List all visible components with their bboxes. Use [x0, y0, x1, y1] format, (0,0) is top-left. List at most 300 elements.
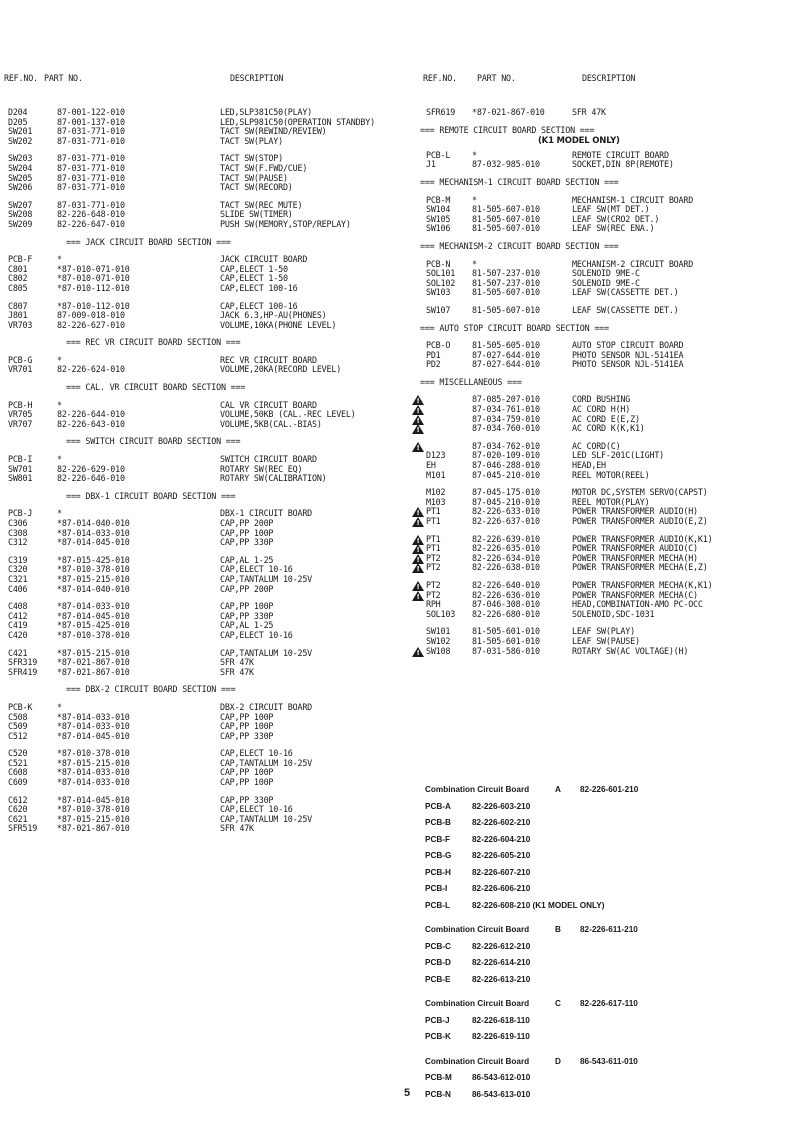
ref-no: PT1	[426, 533, 441, 544]
part-row	[420, 647, 780, 657]
ref-no: PCB-H	[8, 399, 33, 410]
combination-title: Combination Circuit Board	[425, 785, 530, 794]
ref-no: C320	[8, 564, 28, 575]
parts-section	[420, 108, 780, 118]
combination-row	[425, 975, 755, 992]
part-no: *	[57, 508, 62, 519]
ref-no: PT2	[426, 562, 441, 573]
header-part-no: PART NO.	[477, 73, 516, 83]
ref-no: SW208	[8, 209, 33, 220]
pcb-name: PCB-M	[425, 1073, 452, 1082]
ref-no: SW101	[426, 626, 451, 637]
ref-no: C408	[8, 601, 28, 612]
part-no: 87-031-771-010	[57, 135, 125, 146]
ref-no: PT1	[426, 543, 441, 554]
description: REEL MOTOR(PLAY)	[572, 496, 650, 507]
description: SFR 47K	[220, 666, 254, 677]
part-no: 87-027-644-010	[472, 349, 540, 360]
part-no: 82-226-638-010	[472, 562, 540, 573]
ref-no: SW207	[8, 199, 33, 210]
warning-triangle-icon	[412, 581, 424, 591]
combination-letter: B	[555, 925, 561, 934]
description: CAP,PP 330P	[220, 730, 274, 741]
combination-part-no: 82-226-611-210	[580, 925, 638, 934]
description: SOLENOID 9ME-C	[572, 268, 640, 279]
combination-row	[425, 851, 755, 868]
ref-no: C807	[8, 300, 28, 311]
parts-group	[8, 199, 411, 230]
ref-no: PCB-I	[8, 454, 33, 465]
section-title: === CAL. VR CIRCUIT BOARD SECTION ===	[66, 382, 246, 393]
description: CAP,ELECT 1-50	[220, 273, 288, 284]
part-no: 87-045-175-010	[472, 487, 540, 498]
part-row	[8, 823, 411, 834]
part-no: 87-034-761-010	[472, 404, 540, 415]
part-no: 87-031-771-010	[57, 126, 125, 137]
description: CORD BUSHING	[572, 394, 631, 405]
description: CAP,AL 1-25	[220, 620, 274, 631]
description: CAP,ELECT 10-16	[220, 804, 293, 815]
part-no: 87-009-018-010	[57, 310, 125, 321]
ref-no: SW103	[426, 287, 451, 298]
description: CAP,ELECT 100-16	[220, 300, 298, 311]
part-no: 87-034-762-010	[472, 440, 540, 451]
ref-no: M103	[426, 496, 446, 507]
description: MOTOR DC,SYSTEM SERVO(CAPST)	[572, 487, 708, 498]
part-no: *87-014-033-010	[57, 601, 130, 612]
part-row	[420, 360, 780, 370]
ref-no: M101	[426, 469, 446, 480]
part-no: 87-034-760-010	[472, 423, 540, 434]
ref-no: PCB-K	[8, 701, 33, 712]
warning-triangle-icon	[412, 554, 424, 564]
part-no: 87-001-137-010	[57, 116, 125, 127]
description: CAP,PP 100P	[220, 711, 274, 722]
pcb-name: PCB-L	[425, 900, 451, 910]
description: LEAF SW(PAUSE)	[572, 635, 640, 646]
part-row	[420, 517, 780, 527]
ref-no: PT1	[426, 516, 441, 526]
pcb-name: PCB-J	[425, 1015, 450, 1025]
ref-no: PD1	[426, 349, 441, 360]
pcb-part-no: 82-226-606-210	[472, 884, 531, 893]
ref-no: PD2	[426, 359, 441, 370]
description: LED,SLP381C50(PLAY)	[220, 107, 313, 117]
combination-title-row	[425, 999, 755, 1016]
part-row	[420, 160, 780, 170]
section-title: === MECHANISM-2 CIRCUIT BOARD SECTION ===	[420, 240, 619, 251]
pcb-name: PCB-H	[425, 867, 451, 877]
column-header	[4, 73, 411, 86]
combination-group	[425, 785, 755, 917]
description: SLIDE SW(TIMER)	[220, 209, 293, 220]
part-no: 82-226-624-010	[57, 364, 125, 375]
description: CAP,AL 1-25	[220, 554, 274, 565]
description: SFR 47K	[572, 107, 606, 117]
part-no: *87-014-045-010	[57, 610, 130, 621]
part-row	[420, 610, 780, 620]
description: TACT SW(PAUSE)	[220, 172, 288, 183]
parts-section	[8, 337, 411, 375]
part-row	[8, 730, 411, 742]
parts-section	[8, 236, 411, 331]
description: VOLUME,10KA(PHONE LEVEL)	[220, 319, 337, 330]
ref-no: D204	[8, 107, 28, 117]
part-row	[420, 563, 780, 573]
pcb-part-no: 82-226-608-210 (K1 MODEL ONLY)	[472, 900, 605, 910]
description: CAP,TANTALUM 10-25V	[220, 813, 313, 824]
part-no: *87-015-215-010	[57, 813, 130, 824]
description: VOLUME,5KB(CAL.-BIAS)	[220, 418, 322, 429]
ref-no: C406	[8, 583, 28, 594]
parts-group	[420, 581, 780, 619]
ref-no: SW105	[426, 213, 451, 224]
ref-no: C520	[8, 748, 28, 759]
part-no: 82-226-640-010	[472, 579, 540, 590]
ref-no: EH	[426, 460, 436, 471]
part-row	[8, 319, 411, 331]
pcb-name: PCB-A	[425, 801, 451, 811]
warning-triangle-icon	[412, 507, 424, 517]
parts-group	[420, 395, 780, 433]
page-number: 5	[404, 1087, 411, 1099]
ref-no: PCB-G	[8, 354, 33, 365]
description: LEAF SW(REC ENA.)	[572, 223, 655, 234]
part-no: 87-020-109-010	[472, 450, 540, 461]
ref-no: C512	[8, 730, 28, 741]
part-no: *87-014-045-010	[57, 537, 130, 548]
parts-group	[8, 354, 411, 375]
description: AC CORD E(E,Z)	[572, 413, 640, 424]
warning-triangle-icon	[412, 424, 424, 434]
part-no: *87-014-040-010	[57, 583, 130, 594]
parts-group	[420, 535, 780, 573]
ref-no: SW102	[426, 635, 451, 646]
ref-no: PCB-J	[8, 508, 33, 519]
part-no: *87-021-867-010	[472, 107, 545, 117]
parts-section	[8, 490, 411, 678]
ref-no: M102	[426, 487, 446, 498]
parts-section	[420, 126, 780, 170]
part-no: 81-505-607-010	[472, 223, 540, 234]
part-no: *87-014-045-010	[57, 730, 130, 741]
part-no: *87-015-425-010	[57, 620, 130, 631]
description: AUTO STOP CIRCUIT BOARD	[572, 340, 684, 351]
pcb-part-no: 86-543-613-010	[472, 1089, 531, 1099]
part-row	[420, 224, 780, 234]
description: CAP,PP 100P	[220, 777, 274, 788]
description: AC CORD H(H)	[572, 404, 631, 415]
ref-no: C509	[8, 721, 28, 732]
ref-no: C319	[8, 554, 28, 565]
ref-no: C421	[8, 647, 28, 658]
part-no: *87-010-378-010	[57, 564, 130, 575]
part-no: *87-021-867-010	[57, 657, 130, 668]
description: CAP,ELECT 100-16	[220, 282, 298, 293]
parts-group	[420, 627, 780, 656]
description: VOLUME,50KB (CAL.-REC LEVEL)	[220, 409, 356, 420]
part-no: 87-085-207-010	[472, 394, 540, 405]
parts-group	[8, 601, 411, 640]
ref-no: J801	[8, 310, 28, 321]
description: VOLUME,20KA(RECORD LEVEL)	[220, 364, 342, 375]
pcb-name: PCB-E	[425, 974, 451, 984]
part-no: *87-014-040-010	[57, 518, 130, 528]
ref-no: SW701	[8, 463, 33, 474]
combination-row	[425, 868, 755, 885]
description: PHOTO SENSOR NJL-5141EA	[572, 349, 684, 360]
part-no: 82-226-680-010	[472, 608, 540, 619]
combination-circuit-boards	[425, 785, 755, 1114]
pcb-part-no: 82-226-612-210	[472, 941, 531, 951]
parts-group	[8, 794, 411, 834]
parts-group	[8, 107, 411, 146]
parts-group	[420, 151, 780, 170]
description: LEAF SW(CRO2 DET.)	[572, 213, 660, 224]
description: SOCKET,DIN 8P(REMOTE)	[572, 159, 674, 170]
description: JACK 6.3,HP-AU(PHONES)	[220, 310, 327, 321]
combination-row	[425, 1073, 755, 1090]
parts-section	[8, 436, 411, 484]
parts-group	[420, 442, 780, 480]
part-no: *87-010-378-010	[57, 748, 130, 759]
combination-title-row	[425, 785, 755, 802]
part-no: 82-226-629-010	[57, 463, 125, 474]
pcb-part-no: 82-226-619-110	[472, 1032, 530, 1041]
part-row	[8, 218, 411, 230]
description: ROTARY SW(AC VOLTAGE)(H)	[572, 645, 689, 656]
part-no: *87-010-378-010	[57, 629, 130, 640]
part-row	[8, 583, 411, 595]
combination-title-row	[425, 925, 755, 942]
ref-no: PCB-L	[426, 149, 451, 160]
part-row	[420, 306, 780, 316]
description: CAP,PP 330P	[220, 537, 274, 548]
parts-group	[420, 108, 780, 118]
ref-no: D205	[8, 116, 28, 127]
description: PHOTO SENSOR NJL-5141EA	[572, 359, 684, 370]
part-no: *	[472, 194, 477, 205]
column-header	[420, 74, 780, 86]
description: SFR 47K	[220, 657, 254, 668]
combination-title: Combination Circuit Board	[425, 1056, 530, 1066]
part-no: *87-010-378-010	[57, 804, 130, 815]
parts-group	[8, 647, 411, 678]
pcb-name: PCB-G	[425, 851, 452, 860]
ref-no: RPH	[426, 599, 441, 610]
description: TACT SW(STOP)	[220, 153, 283, 164]
parts-group	[420, 488, 780, 526]
description: TACT SW(REC MUTE)	[220, 199, 303, 210]
parts-group	[420, 306, 780, 316]
part-no: *87-010-071-010	[57, 263, 130, 274]
ref-no: SW107	[426, 304, 451, 315]
part-no: 87-032-985-010	[472, 159, 540, 170]
part-row	[420, 288, 780, 298]
ref-no: SFR519	[8, 823, 38, 834]
ref-no: SW201	[8, 126, 33, 137]
pcb-name: PCB-C	[425, 941, 451, 951]
part-row	[420, 108, 780, 118]
pcb-part-no: 82-226-614-210	[472, 958, 531, 967]
description: LED SLF-201C(LIGHT)	[572, 450, 665, 461]
description: POWER TRANSFORMER AUDIO(C)	[572, 543, 698, 554]
ref-no: SW108	[426, 645, 451, 656]
ref-no: C312	[8, 537, 28, 548]
section-title: === AUTO STOP CIRCUIT BOARD SECTION ===	[420, 322, 609, 333]
pcb-part-no: 82-226-613-210	[472, 974, 531, 984]
ref-no: C419	[8, 620, 28, 631]
description: DBX-2 CIRCUIT BOARD	[220, 701, 313, 712]
description: DBX-1 CIRCUIT BOARD	[220, 508, 313, 519]
description: REMOTE CIRCUIT BOARD	[572, 149, 669, 160]
part-no: *87-015-215-010	[57, 757, 130, 768]
description: AC CORD K(K,K1)	[572, 423, 645, 434]
ref-no: VR703	[8, 319, 33, 330]
description: SWITCH CIRCUIT BOARD	[220, 454, 317, 465]
part-no: *87-015-425-010	[57, 554, 130, 565]
ref-no: C508	[8, 711, 28, 722]
part-no: 82-226-644-010	[57, 409, 125, 420]
ref-no: C306	[8, 518, 28, 528]
part-no: 87-046-308-010	[472, 599, 540, 610]
ref-no: C620	[8, 804, 28, 815]
description: LEAF SW(CASSETTE DET.)	[572, 287, 679, 298]
part-no: 87-001-122-010	[57, 107, 125, 117]
part-row	[8, 182, 411, 193]
parts-group	[8, 254, 411, 293]
parts-group	[8, 748, 411, 788]
part-no: 87-027-644-010	[472, 359, 540, 370]
description: MECHANISM-2 CIRCUIT BOARD	[572, 258, 694, 269]
section-title: === SWITCH CIRCUIT BOARD SECTION ===	[66, 436, 241, 447]
combination-row	[425, 1032, 755, 1049]
ref-no: SOL101	[426, 268, 456, 279]
combination-group	[425, 925, 755, 991]
part-no: *	[57, 354, 62, 365]
description: TACT SW(F.FWD/CUE)	[220, 162, 308, 173]
part-no: *87-014-033-010	[57, 777, 130, 788]
header-part-no: PART NO.	[44, 73, 83, 83]
part-no: *87-014-033-010	[57, 711, 130, 722]
part-row	[8, 537, 411, 548]
ref-no: SW209	[8, 218, 33, 229]
warning-triangle-icon	[412, 405, 424, 415]
part-no: *87-014-033-010	[57, 721, 130, 732]
combination-part-no: 82-226-617-110	[580, 999, 638, 1008]
warning-triangle-icon	[412, 517, 424, 527]
section-title: === REC VR CIRCUIT BOARD SECTION ===	[66, 337, 241, 348]
part-no: 82-226-643-010	[57, 418, 125, 429]
part-no: 81-505-605-010	[472, 340, 540, 351]
part-row	[420, 424, 780, 434]
pcb-part-no: 82-226-607-210	[472, 867, 531, 877]
pcb-name: PCB-N	[425, 1089, 451, 1099]
ref-no: PT1	[426, 506, 441, 517]
part-row	[8, 364, 411, 375]
warning-triangle-icon	[412, 563, 424, 573]
part-no: *87-015-215-010	[57, 573, 130, 584]
ref-no: J1	[426, 159, 436, 170]
description: AC CORD(C)	[572, 440, 621, 451]
ref-no: SW204	[8, 162, 33, 173]
parts-section	[8, 382, 411, 429]
ref-no: C608	[8, 767, 28, 778]
description: CAP,ELECT 1-50	[220, 263, 288, 274]
pcb-part-no: 82-226-603-210	[472, 801, 531, 811]
part-no: *87-021-867-010	[57, 823, 130, 834]
description: POWER TRANSFORMER AUDIO(H)	[572, 506, 698, 517]
ref-no: C801	[8, 263, 28, 274]
description: MECHANISM-1 CIRCUIT BOARD	[572, 194, 694, 205]
ref-no: PCB-N	[426, 258, 451, 269]
parts-section	[420, 178, 780, 234]
right-sections	[420, 108, 780, 656]
combination-letter: C	[555, 999, 561, 1008]
warning-triangle-icon	[412, 544, 424, 554]
warning-triangle-icon	[412, 591, 424, 601]
combination-row	[425, 1016, 755, 1033]
part-no: *	[57, 701, 62, 712]
part-no: 87-031-771-010	[57, 172, 125, 183]
combination-row	[425, 818, 755, 835]
ref-no: VR707	[8, 418, 33, 429]
header-description: DESCRIPTION	[230, 73, 284, 83]
pcb-part-no: 86-543-612-010	[472, 1073, 531, 1082]
ref-no: SFR619	[426, 107, 456, 117]
parts-section	[420, 378, 780, 656]
section-title: === DBX-2 CIRCUIT BOARD SECTION ===	[66, 684, 236, 695]
part-no: *	[57, 399, 62, 410]
description: SFR 47K	[220, 823, 254, 834]
header-ref-no: REF.NO.	[423, 73, 457, 83]
parts-group	[420, 341, 780, 370]
ref-no: PCB-O	[426, 340, 451, 351]
description: CAL VR CIRCUIT BOARD	[220, 399, 317, 410]
description: CAP,ELECT 10-16	[220, 629, 293, 640]
part-no: *87-010-112-010	[57, 300, 130, 311]
ref-no: SFR319	[8, 657, 38, 668]
section-title: === MISCELLANEOUS ===	[420, 376, 522, 387]
parts-group	[8, 508, 411, 548]
ref-no: VR705	[8, 409, 33, 420]
ref-no: C321	[8, 573, 28, 584]
parts-section	[420, 324, 780, 370]
pcb-part-no: 82-226-618-110	[472, 1015, 530, 1025]
part-no: 87-031-586-010	[472, 645, 540, 656]
description: LED,SLP981C50(OPERATION STANDBY)	[220, 116, 375, 127]
header-description: DESCRIPTION	[582, 73, 636, 83]
description: JACK CIRCUIT BOARD	[220, 254, 308, 265]
part-no: 87-034-759-010	[472, 413, 540, 424]
description: CAP,PP 100P	[220, 721, 274, 732]
parts-group	[420, 196, 780, 234]
part-row	[420, 471, 780, 481]
description: HEAD,EH	[572, 460, 606, 471]
part-no: 81-507-237-010	[472, 268, 540, 279]
description: CAP,TANTALUM 10-25V	[220, 573, 313, 584]
part-no: 82-226-635-010	[472, 543, 540, 554]
part-row	[8, 135, 411, 147]
part-no: 87-031-771-010	[57, 182, 125, 193]
pcb-name: PCB-I	[425, 884, 448, 893]
part-no: *87-014-045-010	[57, 794, 130, 805]
part-no: 87-031-771-010	[57, 162, 125, 173]
combination-group	[425, 1057, 755, 1107]
left-sections	[8, 107, 411, 834]
description: PUSH SW(MEMORY,STOP/REPLAY)	[220, 218, 351, 229]
description: CAP,PP 100P	[220, 601, 274, 612]
